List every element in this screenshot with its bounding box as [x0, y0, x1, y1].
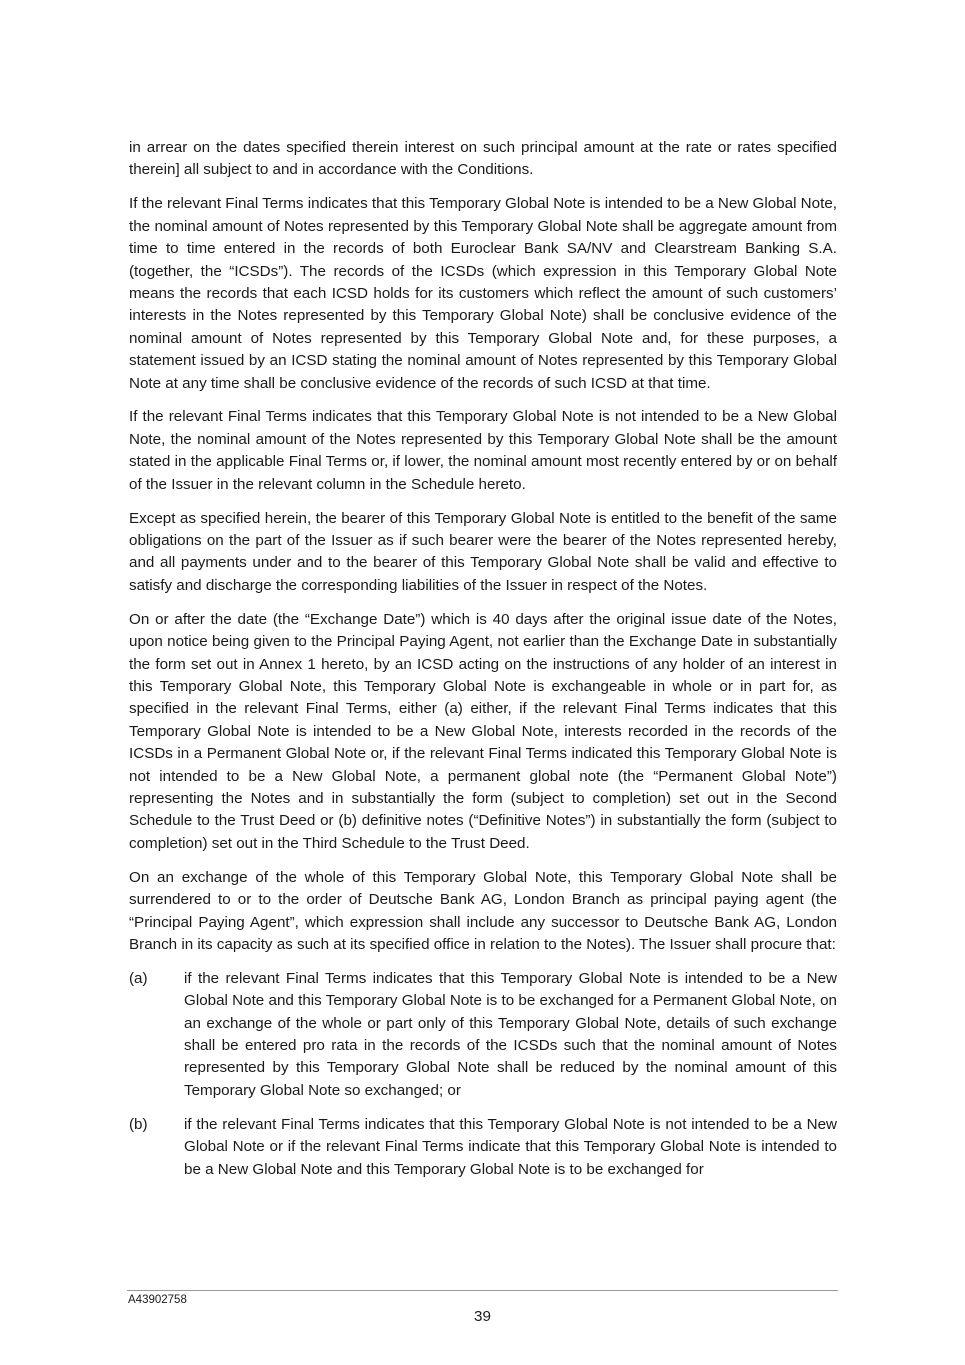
paragraph-bearer-benefit: Except as specified herein, the bearer of this Temporary Global Note is entitled to the benefit of the same obligations on the part of the Issuer as if such bearer were the bearer of the Notes represented hereby, and all payments under and to the bearer of this Temporary Global Note shall be valid and effective to satisfy and discharge the corresponding liabilities of the Issuer in respect of the Notes. — [129, 509, 837, 594]
list-marker: (a) — [129, 969, 148, 987]
footer-divider — [127, 1290, 838, 1291]
paragraph-new-global-note: If the relevant Final Terms indicates that this Temporary Global Note is intended to be a New Global Note, the nominal amount of Notes represented by this Temporary Global Note shall be aggregate amount from time to time entered in the records of both Euroclear Bank SA/NV and Clearstream Banking S.A. (together, the “ICSDs”). The records of the ICSDs (which expression in this Temporary Global Note means the records that each ICSD holds for its customers which reflect the amount of such customers’ interests in the Notes represented by this Temporary Global Note) shall be conclusive evidence of the nominal amount of Notes represented by this Temporary Global Note and, for these purposes, a statement issued by an ICSD stating the nominal amount of Notes represented by this Temporary Global Note at any time shall be conclusive evidence of the records of such ICSD at that time. — [129, 195, 837, 392]
paragraph-exchange-date: On or after the date (the “Exchange Date”) which is 40 days after the original issue date of the Notes, upon notice being given to the Principal Paying Agent, not earlier than the Exchange Date in substantially the form set out in Annex 1 hereto, by an ICSD acting on the instructions of any holder of an interest in this Temporary Global Note, this Temporary Global Note is exchangeable in whole or in part for, as specified in the relevant Final Terms, either (a) either, if the relevant Final Terms indicates that this Temporary Global Note is intended to be a New Global Note, interests recorded in the records of the ICSDs in a Permanent Global Note or, if the relevant Final Terms indicated this Temporary Global Note is not intended to be a New Global Note, a permanent global note (the “Permanent Global Note”) representing the Notes and in substantially the form (subject to completion) set out in the Second Schedule to the Trust Deed or (b) definitive notes (“Definitive Notes”) in substantially the form (subject to completion) set out in the Third Schedule to the Trust Deed. — [129, 610, 837, 852]
list-marker: (b) — [129, 1115, 148, 1133]
document-reference: A43902758 — [128, 1294, 187, 1306]
paragraph-not-new-global-note: If the relevant Final Terms indicates that this Temporary Global Note is not intended to be a New Global Note, the nominal amount of the Notes represented by this Temporary Global Note shall be the amount stated in the applicable Final Terms or, if lower, the nominal amount most recently entered by or on behalf of the Issuer in the relevant column in the Schedule hereto. — [129, 408, 837, 493]
list-item-a — [129, 968, 837, 1102]
list-item-b — [129, 1114, 837, 1181]
page-body — [129, 137, 837, 1192]
page-number: 39 — [474, 1308, 491, 1325]
list-item-text: if the relevant Final Terms indicates that this Temporary Global Note is not intended to be a New Global Note or if the relevant Final Terms indicate that this Temporary Global Note is intended to be a New Global Note and this Temporary Global Note is to be exchanged for — [184, 1115, 837, 1178]
list-item-text: if the relevant Final Terms indicates that this Temporary Global Note is intended to be a New Global Note and this Temporary Global Note is to be exchanged for a Permanent Global Note, on an exchange of the whole or part only of this Temporary Global Note, details of such exchange shall be entered pro rata in the records of the ICSDs such that the nominal amount of Notes represented by this Temporary Global Note shall be reduced by the nominal amount of this Temporary Global Note so exchanged; or — [184, 969, 837, 1099]
paragraph-continuation: in arrear on the dates specified therein interest on such principal amount at the rate or rates specified therein] all subject to and in accordance with the Conditions. — [129, 139, 837, 179]
paragraph-exchange-whole: On an exchange of the whole of this Temporary Global Note, this Temporary Global Note shall be surrendered to or to the order of Deutsche Bank AG, London Branch as principal paying agent (the “Principal Paying Agent”, which expression shall include any successor to Deutsche Bank AG, London Branch in its capacity as such at its specified office in relation to the Notes). The Issuer shall procure that: — [129, 868, 837, 953]
